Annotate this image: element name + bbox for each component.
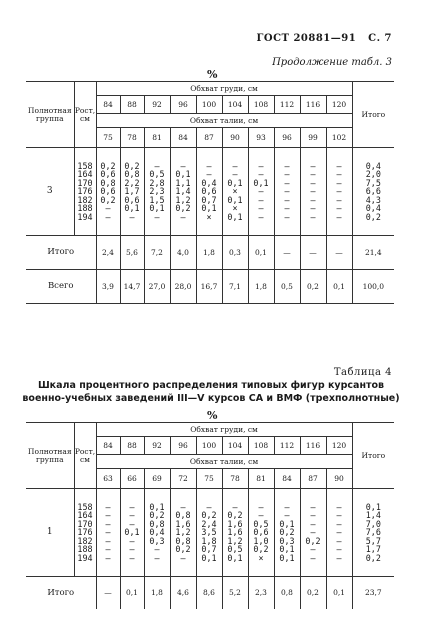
waist-header: Обхват талии, см xyxy=(96,114,352,128)
itogo-label: Итого xyxy=(26,236,96,270)
row-totals: 0,1 1,4 7,0 7,6 5,7 1,7 0,2 xyxy=(352,489,394,577)
data-column: 0,1 0,2 0,8 0,4 0,3 — — xyxy=(144,489,170,577)
waist-value: 102 xyxy=(331,132,347,142)
table-4-number: Таблица 4 xyxy=(333,367,392,378)
chest-header: Обхват груди, см xyxy=(96,82,352,96)
itogo-value: — xyxy=(274,236,300,270)
data-column: — — — — 0,2 — — xyxy=(300,489,326,577)
continuation-note: Продолжение табл. 3 xyxy=(272,57,392,68)
percent-mark: % xyxy=(207,68,218,81)
total-header: Итого xyxy=(352,82,394,148)
standard-number: ГОСТ 20881—91 xyxy=(256,33,357,44)
data-column: — — 0,1 × 0,1 × 0,1 xyxy=(222,148,248,236)
waist-value: 87 xyxy=(300,469,326,489)
group-value: 1 xyxy=(26,489,74,577)
itogo-value: 4,6 xyxy=(170,577,196,609)
waist-value: 90 xyxy=(334,473,344,483)
itogo-value: 2,4 xyxy=(96,236,120,270)
waist-value: 63 xyxy=(96,469,120,489)
waist-value: 90 xyxy=(222,128,248,148)
group-header: Полнотная группа xyxy=(26,423,74,489)
chest-value: 88 xyxy=(120,437,144,455)
chest-value: 112 xyxy=(274,96,300,114)
chest-value: 92 xyxy=(144,96,170,114)
itogo-value: 8,6 xyxy=(196,577,222,609)
chest-value: 104 xyxy=(222,437,248,455)
itogo-value: 2,3 xyxy=(248,577,274,609)
vsego-row xyxy=(26,270,394,304)
chest-value: 104 xyxy=(222,96,248,114)
chest-value: 116 xyxy=(300,437,326,455)
chest-value: 100 xyxy=(196,437,222,455)
waist-value: 81 xyxy=(144,128,170,148)
data-column: — 0,1 1,1 1,4 1,2 0,2 — xyxy=(170,148,196,236)
waist-value: 99 xyxy=(300,128,326,148)
data-column: 0,2 0,6 0,8 0,6 0,2 — — xyxy=(96,148,120,236)
itogo-value: — xyxy=(96,577,120,609)
itogo-value: 1,8 xyxy=(144,577,170,609)
waist-value: 93 xyxy=(248,128,274,148)
waist-value: 81 xyxy=(248,469,274,489)
data-column: — — — — — — — xyxy=(326,489,352,577)
data-column: — — 0,4 0,6 0,7 0,1 × xyxy=(196,148,222,236)
group-value: 3 xyxy=(26,148,74,236)
itogo-value: 5,6 xyxy=(120,236,144,270)
itogo-value: 0,2 xyxy=(300,577,326,609)
chest-header: Обхват груди, см xyxy=(96,423,352,437)
table-4 xyxy=(26,422,394,609)
data-column: 0,2 0,8 2,2 1,7 0,6 0,1 — xyxy=(120,148,144,236)
data-column: — — — — — — — xyxy=(96,489,120,577)
vsego-value: 28,0 xyxy=(170,270,196,304)
chest-value: 88 xyxy=(120,96,144,114)
vsego-value: 0,1 xyxy=(326,270,352,304)
chest-value: 112 xyxy=(274,437,300,455)
vsego-value: 3,9 xyxy=(96,270,120,304)
waist-value: 75 xyxy=(96,128,120,148)
chest-value: 96 xyxy=(170,96,196,114)
itogo-value: 0,1 xyxy=(248,236,274,270)
waist-value: 84 xyxy=(170,128,196,148)
page-header xyxy=(256,33,392,44)
chest-value: 108 xyxy=(248,437,274,455)
data-column: — 0,8 1,6 1,2 0,8 0,2 — xyxy=(170,489,196,577)
row-totals: 0,4 2,0 7,5 6,6 4,3 0,4 0,2 xyxy=(352,148,394,236)
itogo-total: 21,4 xyxy=(352,236,394,270)
vsego-value: 27,0 xyxy=(144,270,170,304)
percent-mark: % xyxy=(207,409,218,422)
page-number: С. 7 xyxy=(368,33,392,44)
chest-value: 92 xyxy=(144,437,170,455)
data-column: — — 0,1 — — — — xyxy=(248,148,274,236)
waist-value: 78 xyxy=(222,469,248,489)
table-row xyxy=(26,148,394,236)
itogo-value: 7,2 xyxy=(144,236,170,270)
table-4-title: Шкала процентного распределения типовых фигур курсантов военно-учебных заведений III—V курсов СА и ВМФ (трехполнотные) xyxy=(22,380,400,404)
height-list: 158 164 170 176 182 188 194 xyxy=(74,148,96,236)
table-row xyxy=(26,489,394,577)
vsego-value: 0,2 xyxy=(300,270,326,304)
itogo-value: 0,8 xyxy=(274,577,300,609)
chest-value: 96 xyxy=(170,437,196,455)
waist-value: 87 xyxy=(196,128,222,148)
group-header: Полнотная группа xyxy=(26,82,74,148)
data-column: — — 0,1 0,2 0,3 0,1 0,1 xyxy=(274,489,300,577)
chest-value: 108 xyxy=(248,96,274,114)
itogo-value: — xyxy=(326,236,352,270)
chest-value: 116 xyxy=(300,96,326,114)
chest-value: 120 xyxy=(331,99,347,109)
itogo-value: 0,1 xyxy=(326,577,352,609)
data-column: — — — — — — — xyxy=(274,148,300,236)
waist-value: 69 xyxy=(144,469,170,489)
chest-value: 100 xyxy=(196,96,222,114)
data-column: — 0,2 2,4 3,5 1,8 0,7 0,1 xyxy=(196,489,222,577)
height-header: Рост, см xyxy=(74,423,96,489)
waist-value: 84 xyxy=(274,469,300,489)
chest-value: 120 xyxy=(331,440,347,450)
vsego-value: 0,5 xyxy=(274,270,300,304)
vsego-label: Всего xyxy=(26,270,96,304)
chest-value: 84 xyxy=(96,96,120,114)
waist-value: 72 xyxy=(170,469,196,489)
waist-value: 66 xyxy=(120,469,144,489)
vsego-value: 14,7 xyxy=(120,270,144,304)
itogo-value: 4,0 xyxy=(170,236,196,270)
total-header: Итого xyxy=(352,423,394,489)
itogo-total: 23,7 xyxy=(352,577,394,609)
itogo-value: 0,1 xyxy=(120,577,144,609)
data-column: — 0,5 2,8 2,3 1,5 0,1 — xyxy=(144,148,170,236)
waist-value: 75 xyxy=(196,469,222,489)
vsego-total: 100,0 xyxy=(352,270,394,304)
itogo-value: 5,2 xyxy=(222,577,248,609)
itogo-value: 0,3 xyxy=(222,236,248,270)
data-column: — — — — — — — xyxy=(326,148,352,236)
data-column: — — — 0,1 — — — xyxy=(120,489,144,577)
vsego-value: 16,7 xyxy=(196,270,222,304)
itogo-row xyxy=(26,577,394,609)
itogo-value: 1,8 xyxy=(196,236,222,270)
itogo-row xyxy=(26,236,394,270)
waist-value: 78 xyxy=(120,128,144,148)
data-column: — — — — — — — xyxy=(300,148,326,236)
vsego-value: 7,1 xyxy=(222,270,248,304)
data-column: — — 0,5 0,6 1,0 0,2 × xyxy=(248,489,274,577)
itogo-label: Итого xyxy=(26,577,96,609)
itogo-value: — xyxy=(300,236,326,270)
chest-value: 84 xyxy=(96,437,120,455)
waist-value: 96 xyxy=(274,128,300,148)
height-list: 158 164 170 176 182 188 194 xyxy=(74,489,96,577)
data-column: — 0,2 1,6 1,6 1,2 0,5 0,1 xyxy=(222,489,248,577)
table-3 xyxy=(26,81,394,304)
waist-header: Обхват талии, см xyxy=(96,455,352,469)
vsego-value: 1,8 xyxy=(248,270,274,304)
height-header: Рост, см xyxy=(74,82,96,148)
